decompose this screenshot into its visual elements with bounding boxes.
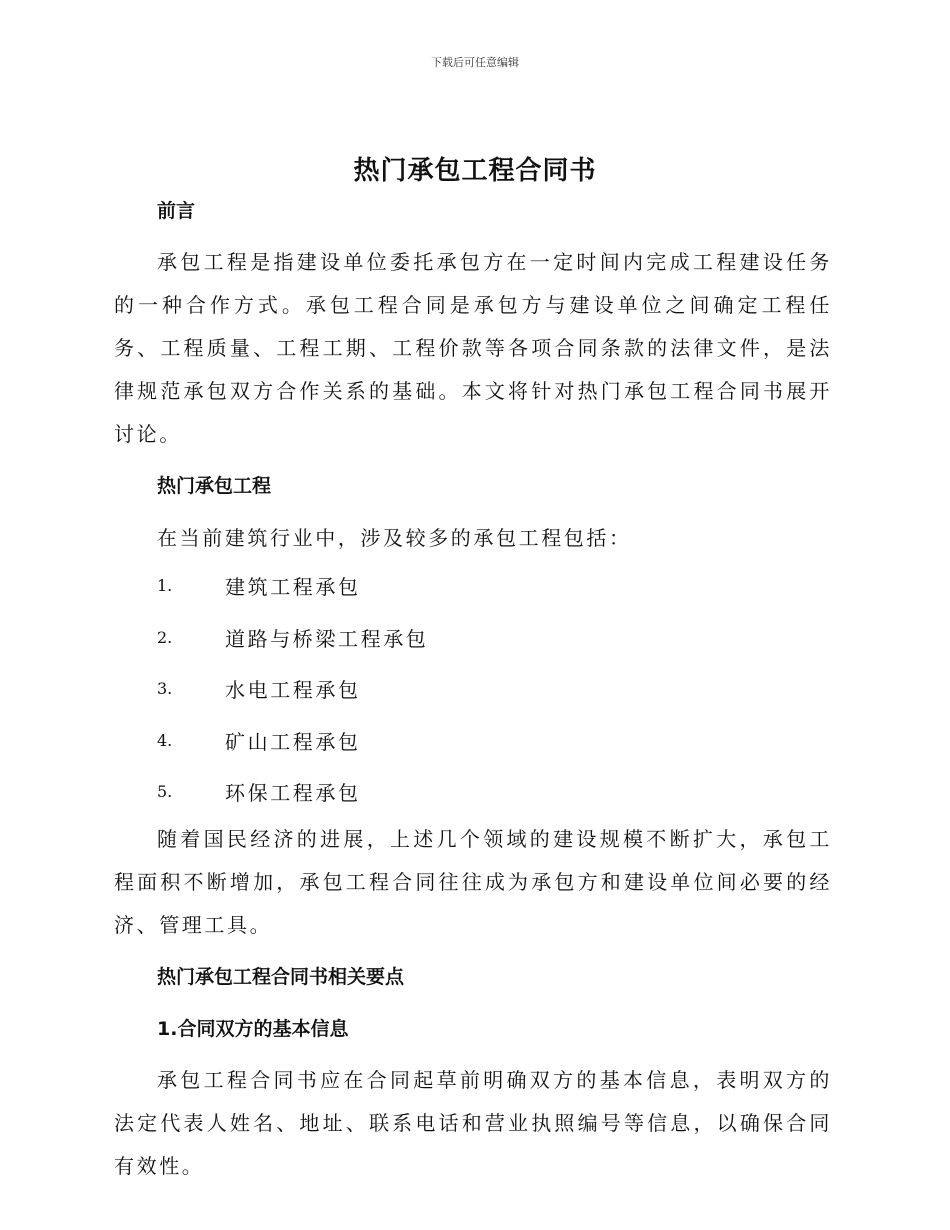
point1-paragraph: 承包工程合同书应在合同起草前明确双方的基本信息，表明双方的法定代表人姓名、地址、联系电话和营业执照编号等信息，以确保合同有效性。 <box>114 1067 832 1178</box>
preface-paragraph: 承包工程是指建设单位委托承包方在一定时间内完成工程建设任务的一种合作方式。承包工程合同是承包方与建设单位之间确定工程任务、工程质量、工程工期、工程价款等各项合同条款的法律文件，是法律规范承包双方合作关系的基础。本文将针对热门承包工程合同书展开讨论。 <box>114 250 832 446</box>
list-item-number: 1. <box>157 576 173 596</box>
popular-outro-paragraph: 随着国民经济的进展，上述几个领域的建设规模不断扩大，承包工程面积不断增加，承包工程合同往往成为承包方和建设单位间必要的经济、管理工具。 <box>114 826 832 937</box>
list-item-text: 环保工程承包 <box>225 781 361 806</box>
list-item-text: 矿山工程承包 <box>225 729 361 754</box>
list-item-number: 5. <box>157 782 173 802</box>
points-heading: 热门承包工程合同书相关要点 <box>157 965 405 988</box>
list-item-text: 水电工程承包 <box>225 678 361 703</box>
document-body <box>114 189 832 1188</box>
popular-heading: 热门承包工程 <box>157 475 272 497</box>
list-item-number: 4. <box>157 730 173 750</box>
list-item <box>114 612 832 664</box>
list-item <box>114 715 832 767</box>
list-item <box>114 766 832 818</box>
list-item <box>114 560 832 612</box>
list-item-number: 3. <box>157 679 173 699</box>
point1-heading: 1.合同双方的基本信息 <box>157 1017 349 1040</box>
list-item-text: 建筑工程承包 <box>225 575 361 600</box>
list-item-text: 道路与桥梁工程承包 <box>225 626 429 651</box>
header-note: 下载后可任意编辑 <box>431 56 519 69</box>
list-item <box>114 663 832 715</box>
list-item-number: 2. <box>157 627 173 647</box>
popular-intro: 在当前建筑行业中，涉及较多的承包工程包括： <box>157 526 632 550</box>
document-title: 热门承包工程合同书 <box>353 156 597 186</box>
preface-heading: 前言 <box>157 200 196 222</box>
popular-list <box>114 560 832 818</box>
